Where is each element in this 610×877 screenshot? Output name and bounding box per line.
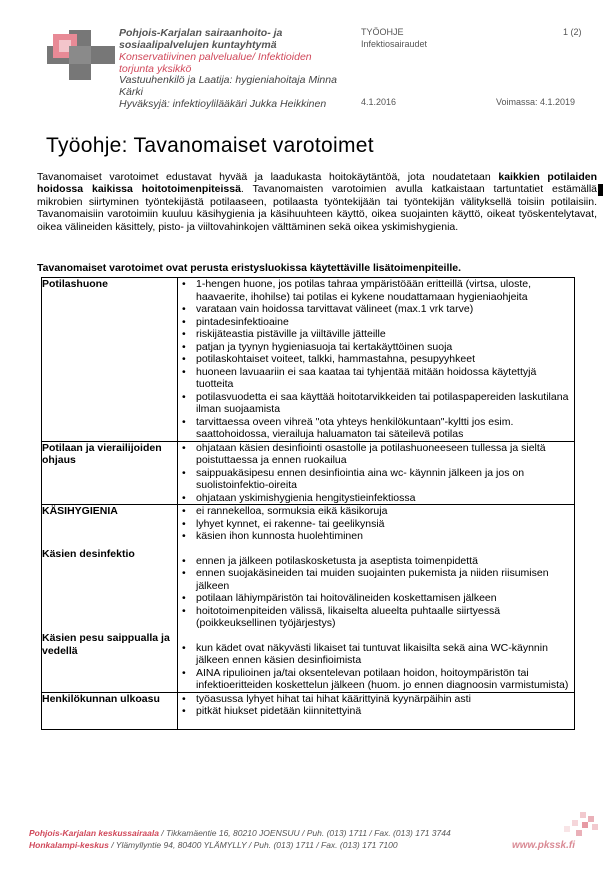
list-item: • kun kädet ovat näkyvästi likaiset tai tuntuvat likaisilta sekä aina WC-käynnin jälkeen ennen käsien desinfioimista [178,642,574,667]
list-item: • huoneen lavuaariin ei saa kaataa tai tyhjentää mitään hoidossa käytettyjä tuotteita [178,366,574,391]
page-title: Työohje: Tavanomaiset varotoimet [46,134,374,157]
row-label: KÄSIHYGIENIA [42,505,118,517]
footer-address-text: / Ylämyllyntie 94, 80400 YLÄMYLLY / Puh. (013) 1711 / Fax. (013) 171 7100 [108,840,398,850]
list-item: • käsien ihon kunnosta huolehtiminen [178,530,574,543]
table-lead-text: Tavanomaiset varotoimet ovat perusta eristysluokissa käytettäville lisätoimenpiteille. [37,262,462,274]
precautions-table [41,277,575,730]
pixel-decoration [520,812,600,842]
row-label: Henkilökunnan ulkoasu [42,692,160,705]
bullet-list [178,642,574,692]
footer-hospital-name: Pohjois-Karjalan keskussairaala [29,828,159,838]
bullet-list [178,693,574,718]
list-item: • tarvittaessa oveen vihreä "ota yhteys henkilökuntaan"-kyltti jos esim. saattohoidossa, vierailuja haluamaton tai säteilevä potilas [178,416,574,441]
bullet-list [178,555,574,630]
row-sub-label: Käsien desinfektio [42,547,135,560]
list-item: • ennen suojakäsineiden tai muiden suojainten pukemista ja niiden riisumisen jälkeen [178,567,574,592]
document-category: Infektiosairaudet [361,39,428,49]
list-item: • pintadesinfektioaine [178,316,574,329]
list-item: • potilasvuodetta ei saa käyttää hoitotarvikkeiden tai potilaspapereiden laskutilana ilman suojaamista [178,391,574,416]
intro-text-2: . Tavanomaisten varotoimien avulla katkaistaan tartuntatiet estämällä mikrobien siirtyminen työntekijästä potilaaseen, potilaasta työntekijään tai työntekijän välityksellä toisiin potilaisiin. Tavanomaisiin varotoimiin kuuluu käsihygienia ja käsihuuhteen käyttö, oikea suojainten käyttö, oikeat työskentelytavat, oikea välineiden käsittely, pisto- ja viiltovahinkojen välttäminen sekä oikea yskimishygienia. [37,183,597,233]
list-item: • potilaskohtaiset voiteet, talkki, hammastahna, pesupyyhkeet [178,353,574,366]
list-item: • ohjataan käsien desinfiointi osastolle ja potilashuoneeseen tullessa ja sieltä poistuttaessa ja ennen ruokailua [178,442,574,467]
list-item: • lyhyet kynnet, ei rakenne- tai geelikynsiä [178,518,574,531]
change-bar [598,184,603,196]
list-item: • varataan vain hoidossa tarvittavat välineet (max.1 vrk tarve) [178,303,574,316]
list-item: • AINA ripulioinen ja/tai oksentelevan potilaan hoidon, hoitoympäristön tai infektioeritteiden koskettelun jälkeen (huom. jo ennen diagnoosin varmistumista) [178,667,574,692]
organization-name: Pohjois-Karjalan sairaanhoito- ja sosiaalipalvelujen kuntayhtymä [119,27,283,51]
table-row-staff-appearance [42,692,575,729]
list-item: • potilaan lähiympäristön tai hoitovälineiden koskettamisen jälkeen [178,592,574,605]
list-item: • patjan ja tyynyn hygieniasuoja tai kertakäyttöinen suoja [178,341,574,354]
organization-unit: Konservatiivinen palvelualue/ Infektioiden torjunta yksikkö [119,51,312,75]
valid-until: Voimassa: 4.1.2019 [496,97,576,107]
table-row-patient-room [42,278,575,442]
organization-logo [47,30,115,80]
list-item: • saippuakäsipesu ennen desinfiointia aina wc- käynnin jälkeen ja jos on suolistoinfektio-oireita [178,467,574,492]
list-item: • hoitotoimenpiteiden välissä, likaiselta alueelta puhtaalle siirtyessä (poikkeuksellinen työjärjestys) [178,605,574,630]
row-content-cell [178,505,575,693]
intro-paragraph [37,171,597,233]
footer-address-2 [29,840,398,850]
intro-text-1: Tavanomaiset varotoimet edustavat hyvää ja laadukasta hoitokäytäntöä, jota noudatetaan [37,171,499,183]
row-content-cell [178,278,575,442]
list-item: • 1-hengen huone, jos potilas tahraa ympäristöään eritteillä (virtsa, uloste, haavaerite, ihohilse) tai potilas ei kykene noudattamaan hygieniaohjeita [178,278,574,303]
row-label: Potilaan ja vierailijoiden ohjaus [42,441,162,466]
intro-emphasis: kaikkien potilaiden hoidossa kaikissa hoitotoimenpiteissä [37,171,597,196]
row-label-cell [42,692,178,729]
responsible-person: Vastuuhenkilö ja Laatija: hygieniahoitaja Minna Kärki [119,74,337,98]
website-link[interactable]: www.pkssk.fi [512,840,575,851]
approver: Hyväksyjä: infektioylilääkäri Jukka Heikkinen [119,98,327,110]
row-content-cell [178,692,575,729]
list-item: • ei rannekelloa, sormuksia eikä käsikoruja [178,505,574,518]
bullet-list [178,505,574,543]
row-label-cell [42,441,178,505]
list-item: • riskijäteastia pistäville ja viiltäville jätteille [178,328,574,341]
row-sub-label: Käsien pesu saippualla ja vedellä [42,632,170,657]
list-item: • ennen ja jälkeen potilaskosketusta ja aseptista toimenpidettä [178,555,574,568]
footer-address-text: / Tikkamäentie 16, 80210 JOENSUU / Puh. (013) 1711 / Fax. (013) 171 3744 [158,828,451,838]
row-content-cell [178,441,575,505]
bullet-list [178,278,574,441]
table-row-guidance [42,441,575,505]
row-label-cell [42,278,178,442]
list-item: • ohjataan yskimishygienia hengitystieinfektiossa [178,492,574,505]
list-item: • pitkät hiukset pidetään kiinnitettyinä [178,705,574,718]
bullet-list [178,442,574,505]
table-row-hand-hygiene [42,505,575,693]
list-item: • työasussa lyhyet hihat tai hihat käärittyinä kyynärpäihin asti [178,693,574,706]
row-label: Potilashuone [42,278,108,290]
footer-center-name: Honkalampi-keskus [29,840,109,850]
document-date: 4.1.2016 [361,97,397,107]
row-label-cell [42,505,178,693]
footer-address-1 [29,828,451,838]
page-number: 1 (2) [563,27,582,37]
document-type: TYÖOHJE [361,27,404,37]
